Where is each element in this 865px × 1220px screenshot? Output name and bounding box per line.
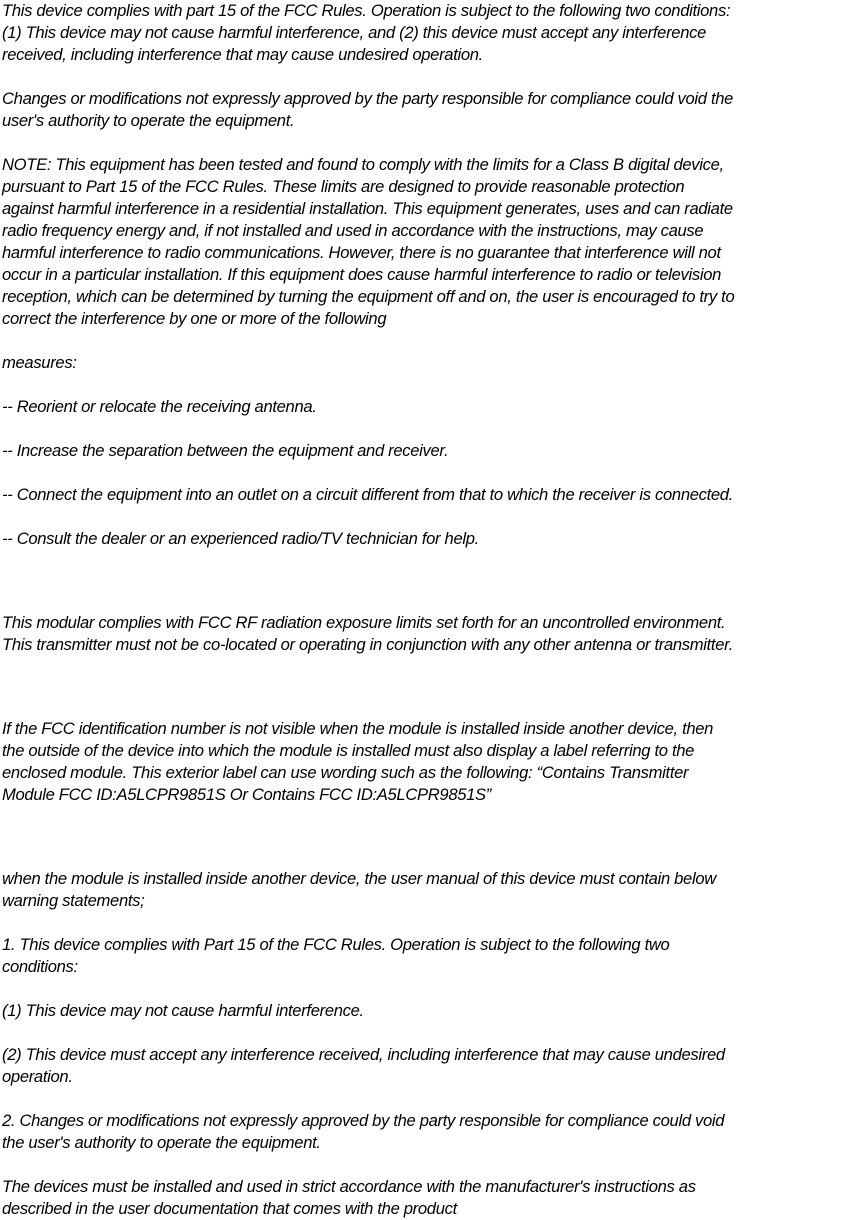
paragraph-spacer (2, 550, 865, 612)
measure-item-consult-dealer (2, 528, 865, 550)
text-line: (2) This device must accept any interference received, including interference that may cause undesired (2, 1045, 725, 1064)
text-line: Changes or modifications not expressly approved by the party responsible for compliance could void the (2, 89, 734, 108)
text-line: This modular complies with FCC RF radiation exposure limits set forth for an uncontrolled environment. (2, 613, 726, 632)
paragraph-spacer (2, 462, 865, 484)
paragraph-spacer (2, 132, 865, 154)
text-line: NOTE: This equipment has been tested and found to comply with the limits for a Class B digital device, (2, 155, 724, 174)
text-line: -- Connect the equipment into an outlet on a circuit different from that to which the receiver is connected. (2, 485, 734, 504)
warning-statement-2 (2, 1110, 865, 1154)
text-line: when the module is installed inside another device, the user manual of this device must contain below (2, 869, 716, 888)
text-line: -- Increase the separation between the equipment and receiver. (2, 441, 449, 460)
warning-condition-1 (2, 1000, 865, 1022)
measure-item-increase-separation (2, 440, 865, 462)
paragraph-spacer (2, 1022, 865, 1044)
paragraph-fcc-conditions (2, 0, 865, 66)
text-line: warning statements; (2, 891, 145, 910)
paragraph-spacer (2, 1088, 865, 1110)
text-line: This device complies with part 15 of the FCC Rules. Operation is subject to the following two conditions: (2, 1, 731, 20)
text-line: -- Reorient or relocate the receiving antenna. (2, 397, 317, 416)
text-line: -- Consult the dealer or an experienced radio/TV technician for help. (2, 529, 479, 548)
text-line: against harmful interference in a residential installation. This equipment generates, uses and can radiate (2, 199, 733, 218)
text-line: harmful interference to radio communications. However, there is no guarantee that interference will not (2, 243, 721, 262)
measure-item-reorient (2, 396, 865, 418)
fcc-compliance-document (2, 0, 865, 1220)
text-line: (1) This device may not cause harmful interference, and (2) this device must accept any interference (2, 23, 707, 42)
text-line: 1. This device complies with Part 15 of the FCC Rules. Operation is subject to the following two (2, 935, 670, 954)
text-line: received, including interference that may cause undesired operation. (2, 45, 483, 64)
text-line: (1) This device may not cause harmful interference. (2, 1001, 364, 1020)
paragraph-spacer (2, 656, 865, 718)
paragraph-measures-heading (2, 352, 865, 374)
text-line: radio frequency energy and, if not installed and used in accordance with the instructions, may cause (2, 221, 704, 240)
text-line: operation. (2, 1067, 73, 1086)
text-line: The devices must be installed and used in strict accordance with the manufacturer's instructions as (2, 1177, 696, 1196)
paragraph-spacer (2, 912, 865, 934)
text-line: This transmitter must not be co-located or operating in conjunction with any other antenna or transmitter. (2, 635, 734, 654)
text-line: measures: (2, 353, 77, 372)
text-line: Module FCC ID:A5LCPR9851S Or Contains FCC ID:A5LCPR9851S” (2, 785, 491, 804)
text-line: conditions: (2, 957, 78, 976)
paragraph-spacer (2, 978, 865, 1000)
text-line: If the FCC identification number is not visible when the module is installed inside another device, then (2, 719, 714, 738)
paragraph-spacer (2, 330, 865, 352)
paragraph-spacer (2, 66, 865, 88)
text-line: enclosed module. This exterior label can use wording such as the following: “Contains Transmitter (2, 763, 689, 782)
paragraph-class-b-note (2, 154, 865, 330)
paragraph-user-manual-warning (2, 868, 865, 912)
paragraph-installation-instructions (2, 1176, 865, 1220)
paragraph-rf-exposure (2, 612, 865, 656)
text-line: the outside of the device into which the module is installed must also display a label referring to the (2, 741, 695, 760)
warning-statement-1 (2, 934, 865, 978)
paragraph-modifications-warning (2, 88, 865, 132)
text-line: reception, which can be determined by turning the equipment off and on, the user is encouraged to try to (2, 287, 735, 306)
text-line: occur in a particular installation. If this equipment does cause harmful interference to radio or television (2, 265, 722, 284)
text-line: correct the interference by one or more of the following (2, 309, 387, 328)
paragraph-spacer (2, 506, 865, 528)
text-line: user's authority to operate the equipment. (2, 111, 295, 130)
text-line: described in the user documentation that comes with the product (2, 1199, 457, 1218)
paragraph-spacer (2, 418, 865, 440)
measure-item-different-circuit (2, 484, 865, 506)
text-line: pursuant to Part 15 of the FCC Rules. These limits are designed to provide reasonable protection (2, 177, 685, 196)
warning-condition-2 (2, 1044, 865, 1088)
paragraph-spacer (2, 374, 865, 396)
text-line: 2. Changes or modifications not expressly approved by the party responsible for compliance could void (2, 1111, 725, 1130)
paragraph-fcc-id-label (2, 718, 865, 806)
text-line: the user's authority to operate the equipment. (2, 1133, 321, 1152)
paragraph-spacer (2, 806, 865, 868)
paragraph-spacer (2, 1154, 865, 1176)
